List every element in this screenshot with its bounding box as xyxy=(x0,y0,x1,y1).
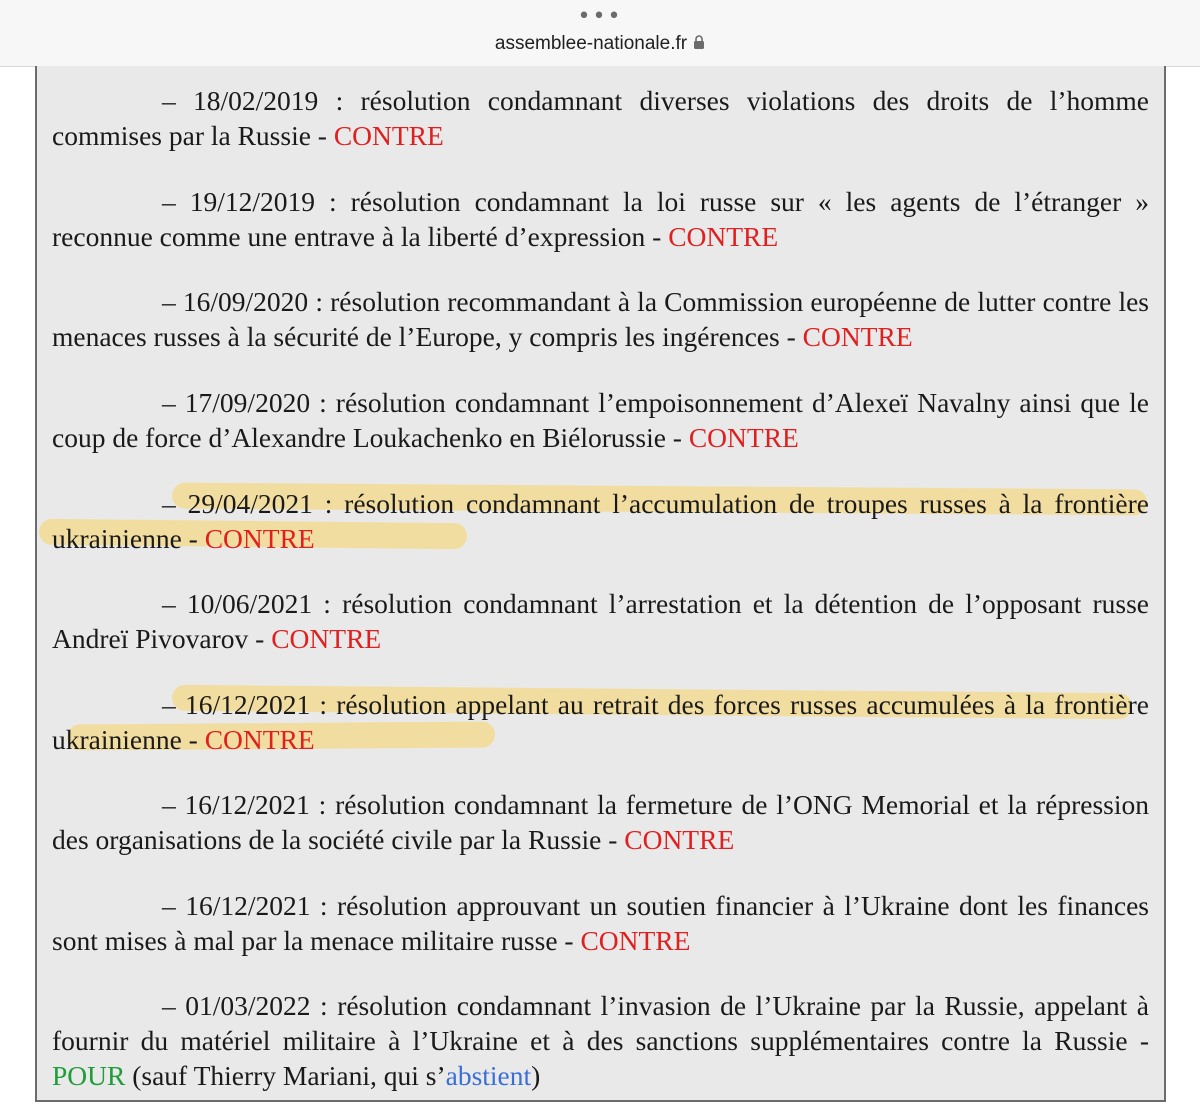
lock-icon xyxy=(693,32,705,56)
resolution-text: – 29/04/2021 : résolution condamnant l’accumulation de troupes russes à la frontière ukrainienne - xyxy=(52,488,1149,554)
vote-contre: CONTRE xyxy=(333,120,444,151)
resolution-entry xyxy=(52,184,1149,254)
resolution-entry xyxy=(52,888,1149,958)
resolution-text: – 16/12/2021 : résolution condamnant la fermeture de l’ONG Memorial et la répression des organisations de la société civile par la Russie - xyxy=(52,789,1149,855)
vote-contre: CONTRE xyxy=(624,824,735,855)
resolution-text: – 16/12/2021 : résolution approuvant un soutien financier à l’Ukraine dont les finances sont mises à mal par la menace militaire russe - xyxy=(52,890,1149,956)
vote-contre: CONTRE xyxy=(204,523,315,554)
resolution-entry xyxy=(52,284,1149,354)
resolution-text: – 01/03/2022 : résolution condamnant l’invasion de l’Ukraine par la Russie, appelant à fournir du matériel militaire à l’Ukraine et à des sanctions supplémentaires contre la Russie - xyxy=(52,990,1149,1056)
vote-contre: CONTRE xyxy=(204,724,315,755)
abstient-link[interactable]: abstient xyxy=(445,1060,532,1091)
resolution-entry-highlighted xyxy=(52,486,1149,556)
document-frame xyxy=(35,66,1166,1102)
vote-contre: CONTRE xyxy=(688,422,799,453)
url-field[interactable] xyxy=(0,32,1200,56)
url-text: assemblee-nationale.fr xyxy=(494,33,688,55)
resolution-text: – 16/09/2020 : résolution recommandant à la Commission européenne de lutter contre les menaces russes à la sécurité de l’Europe, y compris les ingérences - xyxy=(52,286,1149,352)
browser-address-bar xyxy=(0,0,1200,67)
resolution-entry xyxy=(52,586,1149,656)
resolution-entry xyxy=(52,83,1149,153)
vote-contre: CONTRE xyxy=(580,925,691,956)
resolution-text: – 18/02/2019 : résolution condamnant diverses violations des droits de l’homme commises par la Russie - xyxy=(52,85,1149,151)
resolution-entry xyxy=(52,787,1149,857)
vote-contre: CONTRE xyxy=(271,623,382,654)
resolution-text: – 10/06/2021 : résolution condamnant l’arrestation et la détention de l’opposant russe Andreï Pivovarov - xyxy=(52,588,1149,654)
resolution-entry-last xyxy=(52,988,1149,1093)
vote-contre: CONTRE xyxy=(802,321,913,352)
vote-note-end: ) xyxy=(531,1060,541,1091)
resolution-entry-highlighted xyxy=(52,687,1149,757)
tab-overview-dots[interactable]: ••• xyxy=(577,4,623,29)
vote-pour: POUR xyxy=(52,1060,126,1091)
resolution-text: – 17/09/2020 : résolution condamnant l’empoisonnement d’Alexeï Navalny ainsi que le coup de force d’Alexandre Loukachenko en Biélorussie - xyxy=(52,387,1149,453)
resolution-text: – 16/12/2021 : résolution appelant au retrait des forces russes accumulées à la frontière ukrainienne - xyxy=(52,689,1149,755)
resolution-text: – 19/12/2019 : résolution condamnant la loi russe sur « les agents de l’étranger » reconnue comme une entrave à la liberté d’expression - xyxy=(52,186,1149,252)
vote-contre: CONTRE xyxy=(668,221,779,252)
vote-note: (sauf Thierry Mariani, qui s’ xyxy=(125,1060,446,1091)
resolution-entry xyxy=(52,385,1149,455)
